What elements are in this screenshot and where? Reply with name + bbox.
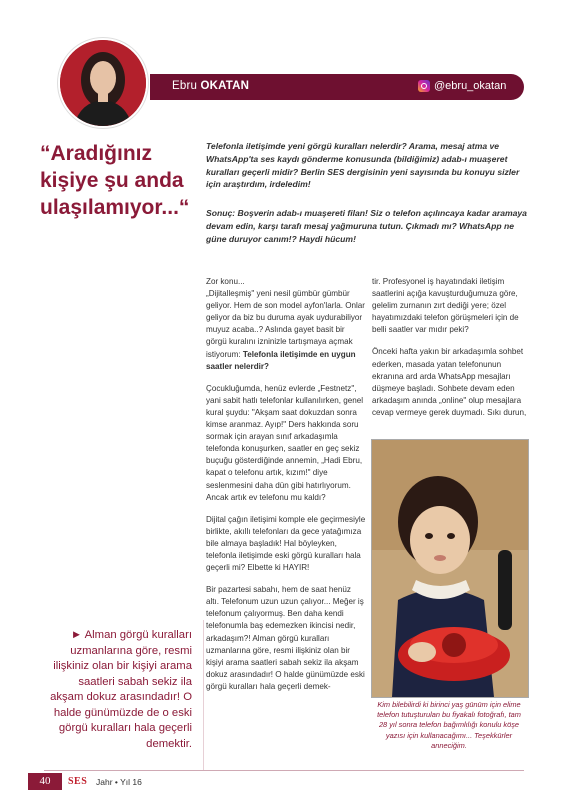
pull-quote: ► Alman görgü kuralları uzmanlarına göre, resmi ilişkiniz olan bir kişiyi arama saatleri sabah sekiz ila akşam dokuz arasındadır! O halde günümüzde de o eski görgü kuralları hala geçerli demektir. [50,629,192,750]
author-avatar [58,38,148,128]
magazine-logo: SES [68,776,88,787]
intro-question: Telefonla iletişimde yeni görgü kuralları nelerdir? Arama, mesaj atma ve WhatsApp'ta ses kaydı gönderme konusunda (bildiğimiz) adab-ı muaşeret kuralları geçerli midir? Berlin SES dergisinin yeni sayısında bu konuyu sizler için araştırdım, irdeledim! [206,141,520,190]
avatar-portrait [60,40,146,126]
col1-bold-question: Telefonla iletişimde en uygun saatler nelerdir? [206,349,356,371]
child-with-phone-image [372,440,528,697]
page-number: 40 [28,773,62,790]
col2-paragraph-2: Önceki hafta yakın bir arkadaşımla sohbet ederken, masada yatan telefonunun ekranına ard arda WhatsApp mesajları düşmeye başladı. Sohbete devam eden arkadaşım anında „online" olup mesajlara cevap vermeye gerek duymadı. Sıkı durun, [372,347,527,417]
col1-paragraph-3: Dijital çağın iletişimi komple ele geçirmesiyle birlikte, akıllı telefonları da gece yatağımıza bile almaya başladık! Hal böyleyken, telefonla iletişimde eski görgü kuralları hala geçerli mi? Elbette ki HAYIR! [206,514,366,573]
col1-paragraph-2: Çocukluğumda, henüz evlerde „Festnetz", yani sabit hatlı telefonlar kullanılırken, genel kural şuydu: "Akşam saat dokuzdan sonra kimse aranmaz. Ayıp!" Ders hakkında soru sormak için arayan sınıf arkadaşımla telefonda konuşurken, saatler en geç sekiz buçuğu gösterdiğinde annemin, „Hadi Ebru, kapat o telefonu artık, kızım!" diye seslenmesini daha dün gibi hatırlıyorum. Ancak artık ev telefonu mu kaldı? [206,383,364,502]
author-name [172,80,249,92]
col2-paragraph-1: tir. Profesyonel iş hayatındaki iletişim saatlerini açığa kavuşturduğumuza göre, gelelim zurnanın zırt dediği yere; özel hayatımızdaki telefon görüşmeleri için de belli saatler var mıdır peki? [372,277,519,335]
instagram-handle: @ebru_okatan [434,80,507,92]
childhood-photo [371,439,529,698]
col1-paragraph-1 [206,276,366,373]
issue-label: Jahr • Yıl 16 [96,777,142,787]
author-last-name: OKATAN [200,80,250,92]
author-first-name: Ebru [172,80,198,92]
col1-opening: Zor konu... [206,277,245,286]
footer-divider [44,770,524,771]
body-column-2 [372,276,532,429]
body-column-1 [206,276,366,703]
intro-result: Sonuç: Boşverin adab-ı muaşereti filan! Siz o telefon açılıncaya kadar aramaya devam edin, karşı tarafı mesaj yağmuruna tutun. Çıkmadı mı? WhatsApp ne güne duruyor canım!? Haydi hücum! [206,208,527,244]
article-title: “Aradığınız kişiye şu anda ulaşılamıyor...“ [40,142,190,219]
instagram-icon [418,80,430,92]
col1-paragraph-4: Bir pazartesi sabahı, hem de saat henüz altı. Telefonum uzun uzun çalıyor... Meğer iş telefonum çalıyormuş. Ben daha kendi telefonumla baş edemezken ikincisi nedir, arkadaşım?! Alman görgü kuralları uzmanlarına göre, resmi ilişkiniz olan bir kişiyi arama saatleri sabah sekiz ila akşam dokuz arasındadır! O halde günümüzde eski görgü kuralları hala geçerli demek- [206,585,365,691]
col1-opening-body: „Dijitalleşmiş" yeni nesil gümbür gümbür geliyor. Hem de son model ayfon'larla. Onlar geliyor da biz bu duruma ayak uydurabiliyor muyuz acaba..? Aslında gayet basit bir görgü kuralını izninizle tartışmaya açmak istiyorum: [206,289,366,359]
instagram-link[interactable] [418,80,506,92]
photo-caption: Kim bilebilirdi ki birinci yaş günüm için elime telefon tutuşturulan bu fiyakalı fotoğrafı, tam 28 yıl sonra telefon bağımlılığı konulu köşe yazısı için kullanacağımı... Teşekkürler anneciğim. [377,700,521,750]
pull-quote-divider [203,620,204,770]
